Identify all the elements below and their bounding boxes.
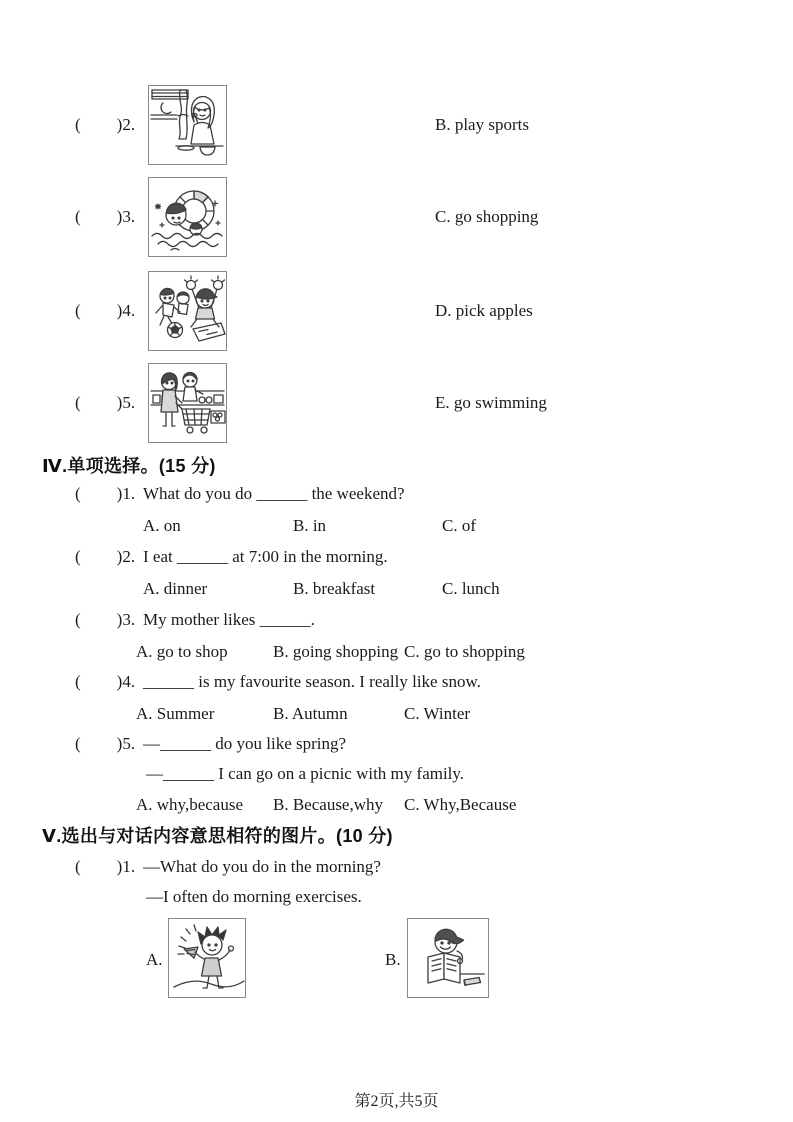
bracket-open: ( <box>75 115 81 134</box>
bracket-number: )3. <box>116 207 136 226</box>
bracket-number: )3. <box>116 610 136 629</box>
bracket-number: )5. <box>116 393 136 412</box>
bracket-open: ( <box>75 610 81 629</box>
question-text: ______ is my favourite season. I really like snow. <box>143 672 481 691</box>
answer-bracket <box>75 115 135 135</box>
choice-b-label: B. <box>385 950 401 969</box>
matching-row-5 <box>0 363 793 443</box>
question-text: —______ do you like spring? <box>143 734 347 753</box>
answer-bracket <box>75 301 135 321</box>
bracket-open: ( <box>75 734 81 753</box>
kids-playing-sports-illustration <box>148 271 227 351</box>
option-a: A. why,because <box>136 795 243 814</box>
bracket-number: )1. <box>116 484 136 503</box>
bracket-open: ( <box>75 393 81 412</box>
supermarket-shopping-illustration <box>148 363 227 443</box>
bracket-open: ( <box>75 484 81 503</box>
bracket-open: ( <box>75 672 81 691</box>
answer-bracket <box>75 734 135 754</box>
girl-eating-breakfast-illustration <box>148 85 227 165</box>
option-a: A. on <box>143 516 181 535</box>
question-text: My mother likes ______. <box>143 610 315 629</box>
option-c: C. Why,Because <box>404 795 517 814</box>
bracket-number: )2. <box>116 115 136 134</box>
matching-row-3 <box>0 177 793 257</box>
question-text: What do you do ______ the weekend? <box>143 484 405 503</box>
bracket-number: )5. <box>116 734 136 753</box>
dialog-line-1: —What do you do in the morning? <box>143 857 381 876</box>
section4-title: Ⅳ.单项选择。(15 分) <box>42 456 216 476</box>
option-c: C. of <box>442 516 476 535</box>
page-indicator: 第2页,共5页 <box>354 1093 439 1110</box>
option-c: C. go to shopping <box>404 642 525 661</box>
answer-bracket <box>75 857 135 877</box>
answer-bracket <box>75 484 135 504</box>
matching-option-e: E. go swimming <box>435 393 547 412</box>
answer-bracket <box>75 547 135 567</box>
boy-doing-morning-exercises-illustration <box>168 918 246 998</box>
children-swimming-illustration <box>148 177 227 257</box>
bracket-open: ( <box>75 301 81 320</box>
bracket-number: )1. <box>116 857 136 876</box>
bracket-number: )4. <box>116 301 136 320</box>
option-b: B. in <box>293 516 327 535</box>
option-b: B. Because,why <box>273 795 384 814</box>
choice-a-label: A. <box>146 950 163 969</box>
question-text: I eat ______ at 7:00 in the morning. <box>143 547 388 566</box>
matching-row-2 <box>0 85 793 165</box>
answer-bracket <box>75 610 135 630</box>
matching-option-b: B. play sports <box>435 115 529 134</box>
option-a: A. dinner <box>143 579 208 598</box>
bracket-open: ( <box>75 857 81 876</box>
dialog-line-2: —I often do morning exercises. <box>146 887 362 906</box>
option-b: B. Autumn <box>273 704 348 723</box>
answer-bracket <box>75 672 135 692</box>
bracket-open: ( <box>75 547 81 566</box>
bracket-number: )2. <box>116 547 136 566</box>
answer-bracket <box>75 393 135 413</box>
matching-option-d: D. pick apples <box>435 301 533 320</box>
section5-title: Ⅴ.选出与对话内容意思相符的图片。(10 分) <box>42 826 393 846</box>
bracket-open: ( <box>75 207 81 226</box>
bracket-number: )4. <box>116 672 136 691</box>
boy-reading-book-illustration <box>407 918 489 998</box>
option-b: B. breakfast <box>293 579 376 598</box>
question-text-line2: —______ I can go on a picnic with my family. <box>146 764 465 783</box>
option-c: C. Winter <box>404 704 471 723</box>
option-a: A. Summer <box>136 704 215 723</box>
matching-option-c: C. go shopping <box>435 207 539 226</box>
option-c: C. lunch <box>442 579 500 598</box>
answer-bracket <box>75 207 135 227</box>
option-a: A. go to shop <box>136 642 228 661</box>
option-b: B. going shopping <box>273 642 399 661</box>
matching-row-4 <box>0 271 793 351</box>
